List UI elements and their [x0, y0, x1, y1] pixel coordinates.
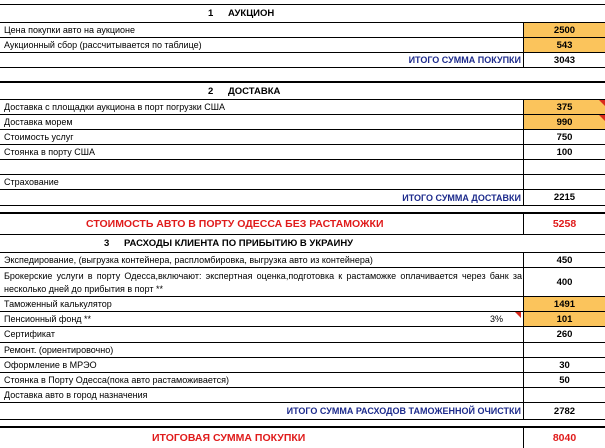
value-cell[interactable]: 990 [523, 115, 605, 129]
value-cell[interactable]: 100 [523, 145, 605, 159]
row-label: Цена покупки авто на аукционе [4, 24, 135, 35]
value-cell[interactable] [523, 175, 605, 189]
total-value-cell[interactable]: 3043 [523, 53, 605, 67]
value-cell[interactable]: 30 [523, 358, 605, 372]
total-value-cell[interactable]: 2782 [523, 403, 605, 419]
table-row[interactable] [0, 327, 605, 342]
total-row-purchase[interactable] [0, 53, 605, 67]
final-total-value[interactable]: 8040 [523, 428, 605, 448]
comment-marker-icon[interactable] [515, 312, 521, 318]
table-row[interactable] [0, 145, 605, 159]
row-label: Стоянка в порту США [4, 146, 95, 157]
row-label: Брокерские услуги в порту Одесса,включают: экспертная оценка,подготовка к растаможке оплачивается через банк за несколько дней до прибытия в порт ** [4, 271, 522, 294]
grid-line [0, 205, 605, 206]
total-value-cell[interactable]: 2215 [523, 190, 605, 205]
table-row[interactable] [0, 253, 605, 267]
table-row[interactable] [0, 312, 605, 326]
table-row[interactable] [0, 388, 605, 402]
total-label: ИТОГО СУММА ПОКУПКИ [408, 55, 521, 65]
final-total-label: ИТОГОВАЯ СУММА ПОКУПКИ [152, 432, 306, 444]
value-cell[interactable]: 2500 [523, 23, 605, 37]
final-total-row[interactable] [0, 428, 605, 448]
port-cost-label: СТОИМОСТЬ АВТО В ПОРТУ ОДЕССА БЕЗ РАСТАМОЖКИ [86, 218, 384, 230]
row-label: Аукционный сбор (рассчитывается по таблице) [4, 39, 202, 50]
table-row[interactable] [0, 38, 605, 52]
table-row[interactable] [0, 268, 605, 296]
table-row[interactable] [0, 100, 605, 114]
value-cell[interactable]: 260 [523, 327, 605, 342]
section-number: 1 [208, 8, 214, 19]
table-row[interactable] [0, 358, 605, 372]
table-row[interactable] [0, 23, 605, 37]
comment-marker-icon[interactable] [599, 115, 605, 121]
row-label: Стоимость услуг [4, 131, 74, 142]
row-label: Ремонт. (ориентировочно) [4, 344, 114, 355]
table-row[interactable] [0, 297, 605, 311]
total-label: ИТОГО СУММА ДОСТАВКИ [402, 192, 521, 203]
value-cell[interactable] [523, 160, 605, 174]
row-label: Пенсионный фонд ** [4, 313, 92, 324]
section-header-auction [0, 5, 605, 22]
row-label: Оформление в МРЭО [4, 359, 97, 370]
grid-line [0, 67, 605, 68]
row-label: Таможенный калькулятор [4, 298, 112, 309]
section-title: РАСХОДЫ КЛИЕНТА ПО ПРИБЫТИЮ В УКРАИНУ [124, 238, 354, 249]
value-cell[interactable] [523, 343, 605, 357]
value-cell[interactable]: 400 [523, 268, 605, 296]
value-cell[interactable]: 750 [523, 130, 605, 144]
total-row-customs[interactable] [0, 403, 605, 419]
section-number: 3 [104, 238, 110, 249]
port-cost-row[interactable] [0, 214, 605, 234]
grid-line [0, 419, 605, 420]
value-cell[interactable]: 50 [523, 373, 605, 387]
table-row[interactable] [0, 115, 605, 129]
comment-marker-icon[interactable] [599, 100, 605, 106]
section-header-delivery [0, 83, 605, 99]
section-title: АУКЦИОН [228, 8, 275, 19]
value-cell[interactable]: 1491 [523, 297, 605, 311]
table-row[interactable] [0, 373, 605, 387]
percent-value[interactable]: 3% [490, 314, 504, 324]
row-label: Доставка с площадки аукциона в порт погрузки США [4, 101, 226, 112]
total-row-delivery[interactable] [0, 190, 605, 205]
port-cost-value[interactable]: 5258 [523, 214, 605, 234]
value-cell[interactable]: 450 [523, 253, 605, 267]
value-cell[interactable] [523, 388, 605, 402]
table-row[interactable] [0, 343, 605, 357]
row-label: Доставка морем [4, 116, 73, 127]
total-label: ИТОГО СУММА РАСХОДОВ ТАМОЖЕННОЙ ОЧИСТКИ [286, 406, 521, 416]
row-label: Страхование [4, 176, 59, 187]
row-label: Стоянка в Порту Одесса(пока авто растаможивается) [4, 374, 229, 385]
value-cell[interactable]: 375 [523, 100, 605, 114]
table-row-empty[interactable] [0, 160, 605, 174]
table-row[interactable] [0, 130, 605, 144]
row-label: Сертификат [4, 329, 55, 339]
row-label: Экспедирование, (выгрузка контейнера, распломбировка, выгрузка авто из контейнера) [4, 254, 373, 265]
row-label: Доставка авто в город назначения [4, 389, 148, 400]
section-title: ДОСТАВКА [228, 85, 281, 97]
table-row[interactable] [0, 175, 605, 189]
value-cell[interactable]: 543 [523, 38, 605, 52]
section-header-expenses [0, 235, 605, 252]
section-number: 2 [208, 85, 214, 97]
value-cell[interactable]: 101 [523, 312, 605, 326]
